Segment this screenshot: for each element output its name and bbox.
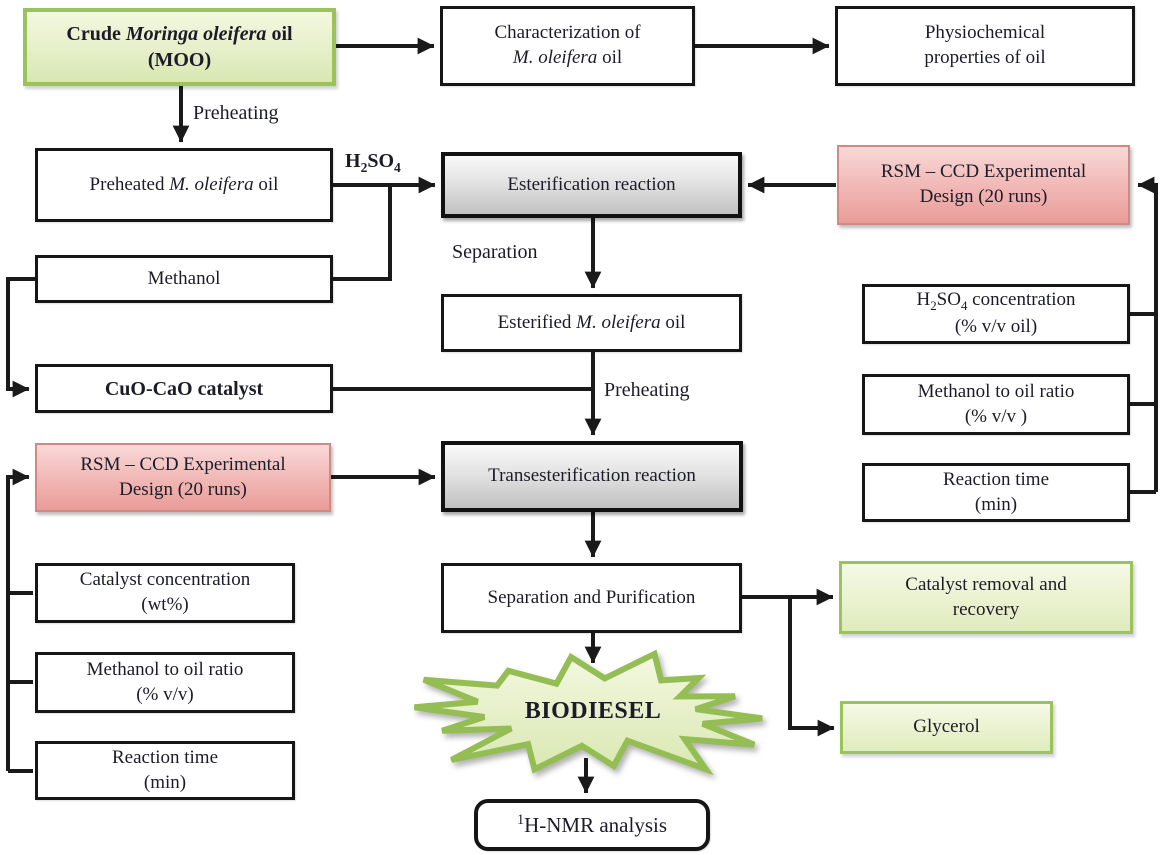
connector-methanol-join [333, 185, 390, 279]
node-cuocao-catalyst: CuO-CaO catalyst [35, 364, 333, 413]
node-preheated-oil: Preheated M. oleifera oil [35, 148, 333, 222]
node-reaction-time-left: Reaction time (min) [35, 741, 295, 800]
edge-label-preheating-top: Preheating [193, 102, 279, 124]
node-catalyst-concentration: Catalyst concentration (wt%) [35, 563, 295, 623]
node-rsm-ccd-left: RSM – CCD Experimental Design (20 runs) [35, 443, 331, 512]
node-physiochemical: Physiochemical properties of oil [835, 6, 1135, 86]
node-reaction-time-right: Reaction time (min) [862, 463, 1130, 522]
node-catalyst-removal: Catalyst removal and recovery [839, 561, 1133, 634]
node-characterization: Characterization of M. oleifera oil [440, 6, 695, 86]
node-h2so4-concentration: $H_2SO_4$ concentration (% v/v oil) [862, 284, 1130, 344]
node-methanol: Methanol [35, 255, 333, 303]
edge-label-preheating-mid: Preheating [604, 379, 690, 401]
rail-right [1138, 185, 1156, 492]
node-crude-moo: Crude Moringa oleifera oil (MOO) [23, 8, 336, 86]
connector-methanol-cuocao [8, 279, 35, 389]
node-transesterification: Transesterification reaction [441, 441, 743, 512]
node-biodiesel-label: BIODIESEL [524, 698, 662, 724]
node-esterification: Esterification reaction [441, 152, 742, 218]
connector-separation-glycerol [790, 597, 834, 728]
edge-label-h2so4: $H_2SO_4$ [345, 150, 401, 175]
node-rsm-ccd-right: RSM – CCD Experimental Design (20 runs) [837, 145, 1130, 225]
node-separation-purification: Separation and Purification [441, 563, 742, 633]
node-esterified-oil: Esterified M. oleifera oil [441, 294, 742, 352]
node-hnmr: $^1$H-NMR analysis [474, 799, 710, 851]
node-glycerol: Glycerol [840, 701, 1053, 754]
node-methanol-ratio-left: Methanol to oil ratio (% v/v) [35, 652, 295, 713]
node-methanol-ratio-right: Methanol to oil ratio (% v/v ) [862, 374, 1130, 435]
edge-label-separation: Separation [452, 241, 538, 263]
rail-left [8, 477, 29, 771]
